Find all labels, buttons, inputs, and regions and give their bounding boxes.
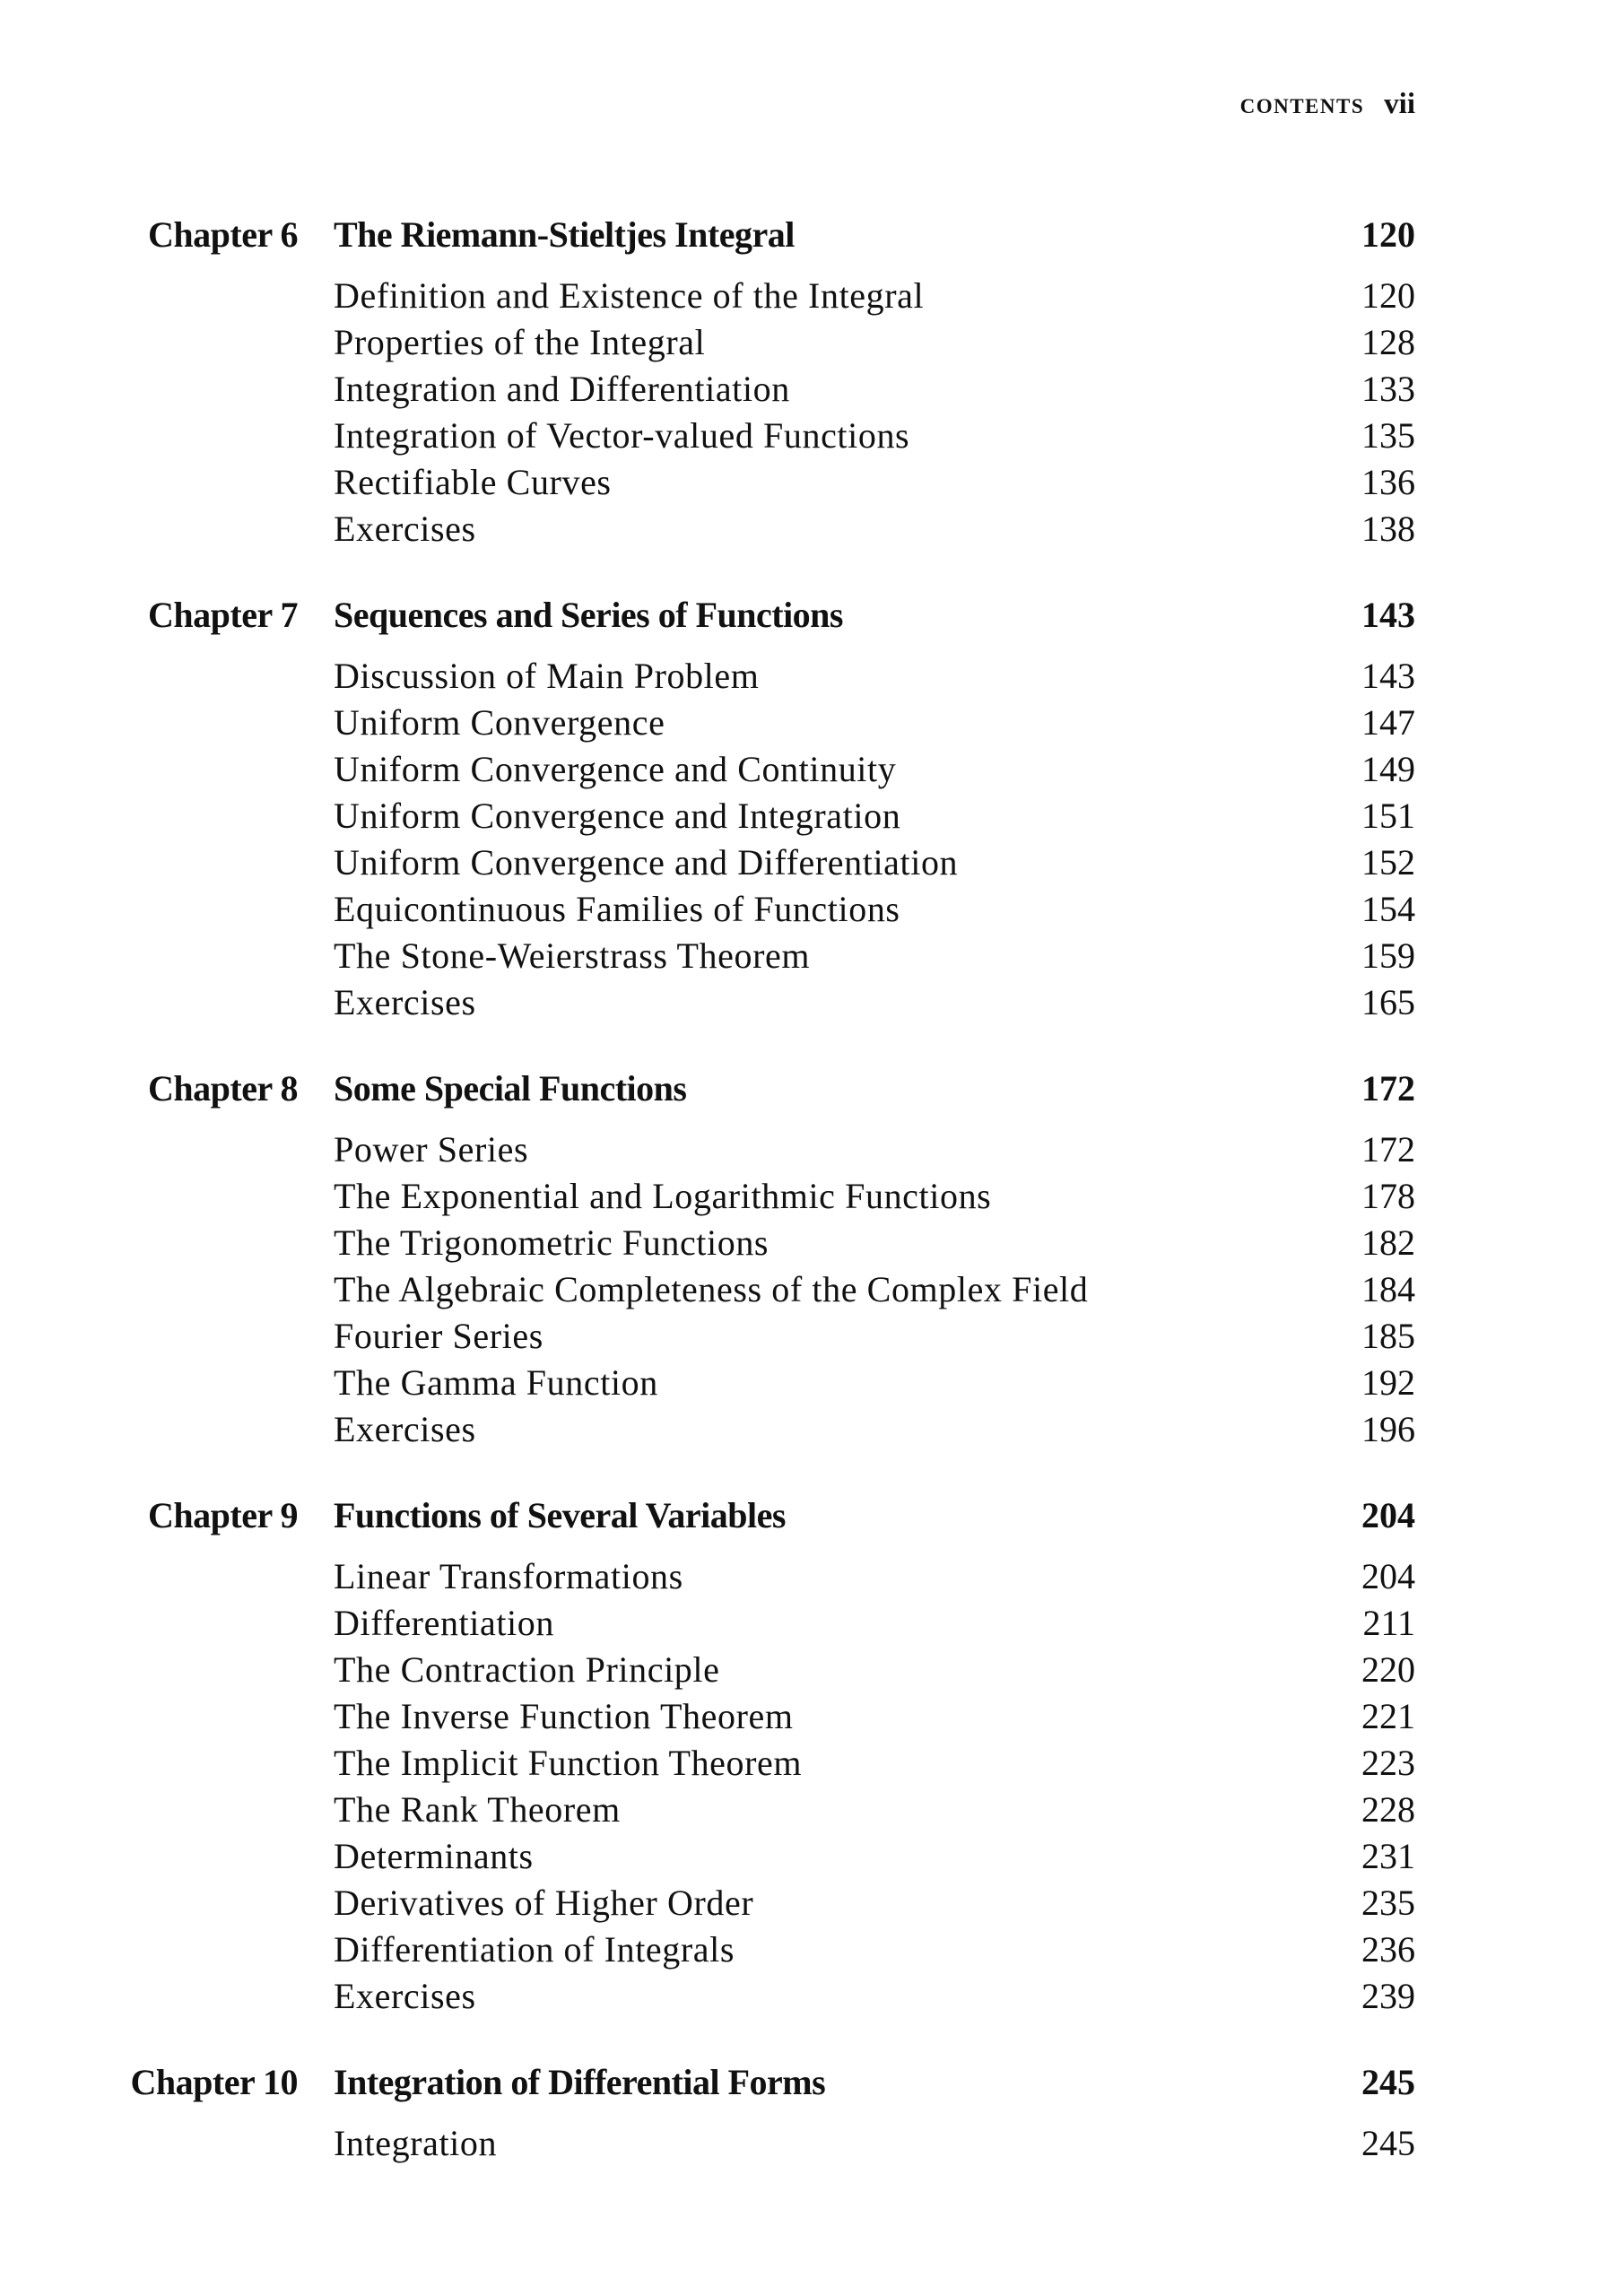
section-list: [0, 273, 1600, 552]
section-entry: [0, 746, 1600, 793]
section-page-number: 184: [1361, 1269, 1415, 1309]
chapter-number: Chapter 6: [148, 214, 298, 255]
section-list: [0, 1553, 1600, 2020]
section-entry: [0, 793, 1600, 839]
section-entry: [0, 1973, 1600, 2020]
section-entry: [0, 1693, 1600, 1740]
chapter-number: Chapter 10: [130, 2062, 298, 2102]
section-title: The Inverse Function Theorem: [334, 1696, 794, 1736]
section-page-number: 136: [1361, 462, 1415, 502]
section-entry: [0, 1406, 1600, 1453]
running-head: [1240, 88, 1415, 121]
section-page-number: 204: [1361, 1556, 1415, 1596]
section-title: Differentiation: [334, 1603, 554, 1643]
running-head-label: CONTENTS: [1239, 95, 1365, 117]
section-title: The Implicit Function Theorem: [334, 1743, 803, 1783]
section-title: Integration: [334, 2123, 498, 2163]
section-page-number: 152: [1361, 842, 1415, 883]
chapter-heading: [0, 2059, 1600, 2113]
section-title: Exercises: [334, 1976, 476, 2016]
section-entry: [0, 506, 1600, 552]
chapter-entry: [0, 2059, 1600, 2167]
section-entry: [0, 459, 1600, 506]
section-entry: [0, 1220, 1600, 1266]
section-entry: [0, 1173, 1600, 1220]
chapter-entry: [0, 212, 1600, 552]
section-page-number: 138: [1361, 509, 1415, 549]
section-page-number: 221: [1361, 1696, 1415, 1736]
section-title: Fourier Series: [334, 1316, 543, 1356]
section-entry: [0, 1600, 1600, 1647]
section-page-number: 235: [1361, 1883, 1415, 1923]
chapter-page-number: 120: [1361, 214, 1415, 255]
section-title: Exercises: [334, 982, 476, 1022]
section-title: Linear Transformations: [334, 1556, 683, 1596]
chapter-title: Some Special Functions: [334, 1068, 687, 1109]
section-title: Rectifiable Curves: [334, 462, 612, 502]
section-entry: [0, 1833, 1600, 1880]
section-entry: [0, 1313, 1600, 1360]
section-page-number: 143: [1361, 656, 1415, 696]
section-entry: [0, 1880, 1600, 1926]
section-page-number: 245: [1361, 2123, 1415, 2163]
section-entry: [0, 653, 1600, 700]
section-entry: [0, 1553, 1600, 1600]
chapter-number: Chapter 7: [148, 595, 298, 635]
section-title: Discussion of Main Problem: [334, 656, 760, 696]
section-title: Uniform Convergence and Differentiation: [334, 842, 959, 883]
section-title: Uniform Convergence and Continuity: [334, 749, 897, 789]
section-page-number: 236: [1361, 1929, 1415, 1970]
section-title: Integration of Vector-valued Functions: [334, 415, 910, 456]
section-page-number: 147: [1361, 702, 1415, 743]
section-page-number: 220: [1361, 1649, 1415, 1690]
section-page-number: 159: [1361, 935, 1415, 976]
section-page-number: 228: [1361, 1789, 1415, 1830]
section-entry: [0, 933, 1600, 979]
section-title: Definition and Existence of the Integral: [334, 275, 925, 316]
section-title: Exercises: [334, 1409, 476, 1449]
section-page-number: 182: [1361, 1222, 1415, 1263]
section-page-number: 172: [1361, 1129, 1415, 1170]
section-entry: [0, 1126, 1600, 1173]
section-page-number: 165: [1361, 982, 1415, 1022]
chapter-heading: [0, 212, 1600, 265]
chapter-title: The Riemann-Stieltjes Integral: [334, 214, 795, 255]
section-title: The Algebraic Completeness of the Complex Field: [334, 1269, 1089, 1309]
chapter-page-number: 245: [1361, 2062, 1415, 2102]
running-head-page-number: vii: [1384, 88, 1415, 120]
section-page-number: 178: [1361, 1176, 1415, 1216]
chapter-entry: [0, 1065, 1600, 1453]
section-title: Equicontinuous Families of Functions: [334, 889, 900, 929]
section-page-number: 223: [1361, 1743, 1415, 1783]
chapter-title: Integration of Differential Forms: [334, 2062, 826, 2102]
chapter-heading: [0, 592, 1600, 646]
section-entry: [0, 1926, 1600, 1973]
table-of-contents: [0, 212, 1600, 2206]
chapter-title: Sequences and Series of Functions: [334, 595, 843, 635]
chapter-page-number: 204: [1361, 1495, 1415, 1535]
chapter-page-number: 172: [1361, 1068, 1415, 1109]
section-title: Power Series: [334, 1129, 529, 1170]
section-page-number: 149: [1361, 749, 1415, 789]
section-page-number: 154: [1361, 889, 1415, 929]
section-list: [0, 2120, 1600, 2167]
section-page-number: 151: [1361, 796, 1415, 836]
section-title: Uniform Convergence and Integration: [334, 796, 901, 836]
chapter-number: Chapter 8: [148, 1068, 298, 1109]
section-title: Differentiation of Integrals: [334, 1929, 735, 1970]
section-entry: [0, 413, 1600, 459]
chapter-heading: [0, 1065, 1600, 1119]
section-title: The Stone-Weierstrass Theorem: [334, 935, 811, 976]
section-entry: [0, 979, 1600, 1026]
section-page-number: 196: [1361, 1409, 1415, 1449]
section-entry: [0, 839, 1600, 886]
section-page-number: 211: [1362, 1603, 1415, 1643]
section-page-number: 133: [1361, 369, 1415, 409]
section-page-number: 239: [1361, 1976, 1415, 2016]
section-entry: [0, 366, 1600, 413]
section-title: The Gamma Function: [334, 1362, 658, 1403]
section-title: The Contraction Principle: [334, 1649, 720, 1690]
section-entry: [0, 319, 1600, 366]
section-entry: [0, 1647, 1600, 1693]
section-entry: [0, 886, 1600, 933]
section-page-number: 192: [1361, 1362, 1415, 1403]
section-page-number: 128: [1361, 322, 1415, 362]
section-title: Integration and Differentiation: [334, 369, 790, 409]
section-list: [0, 653, 1600, 1026]
section-entry: [0, 2120, 1600, 2167]
section-entry: [0, 700, 1600, 746]
chapter-page-number: 143: [1361, 595, 1415, 635]
chapter-entry: [0, 1492, 1600, 2020]
section-page-number: 231: [1361, 1836, 1415, 1876]
section-page-number: 185: [1361, 1316, 1415, 1356]
section-entry: [0, 273, 1600, 319]
section-title: The Trigonometric Functions: [334, 1222, 770, 1263]
chapter-number: Chapter 9: [148, 1495, 298, 1535]
section-title: Derivatives of Higher Order: [334, 1883, 754, 1923]
chapter-title: Functions of Several Variables: [334, 1495, 786, 1535]
section-title: Exercises: [334, 509, 476, 549]
section-entry: [0, 1360, 1600, 1406]
chapter-entry: [0, 592, 1600, 1026]
section-title: Uniform Convergence: [334, 702, 665, 743]
section-entry: [0, 1740, 1600, 1787]
chapter-heading: [0, 1492, 1600, 1546]
section-title: Determinants: [334, 1836, 534, 1876]
section-title: The Rank Theorem: [334, 1789, 621, 1830]
section-page-number: 135: [1361, 415, 1415, 456]
section-page-number: 120: [1361, 275, 1415, 316]
section-title: Properties of the Integral: [334, 322, 706, 362]
section-entry: [0, 1787, 1600, 1833]
section-list: [0, 1126, 1600, 1453]
section-title: The Exponential and Logarithmic Functions: [334, 1176, 992, 1216]
section-entry: [0, 1266, 1600, 1313]
